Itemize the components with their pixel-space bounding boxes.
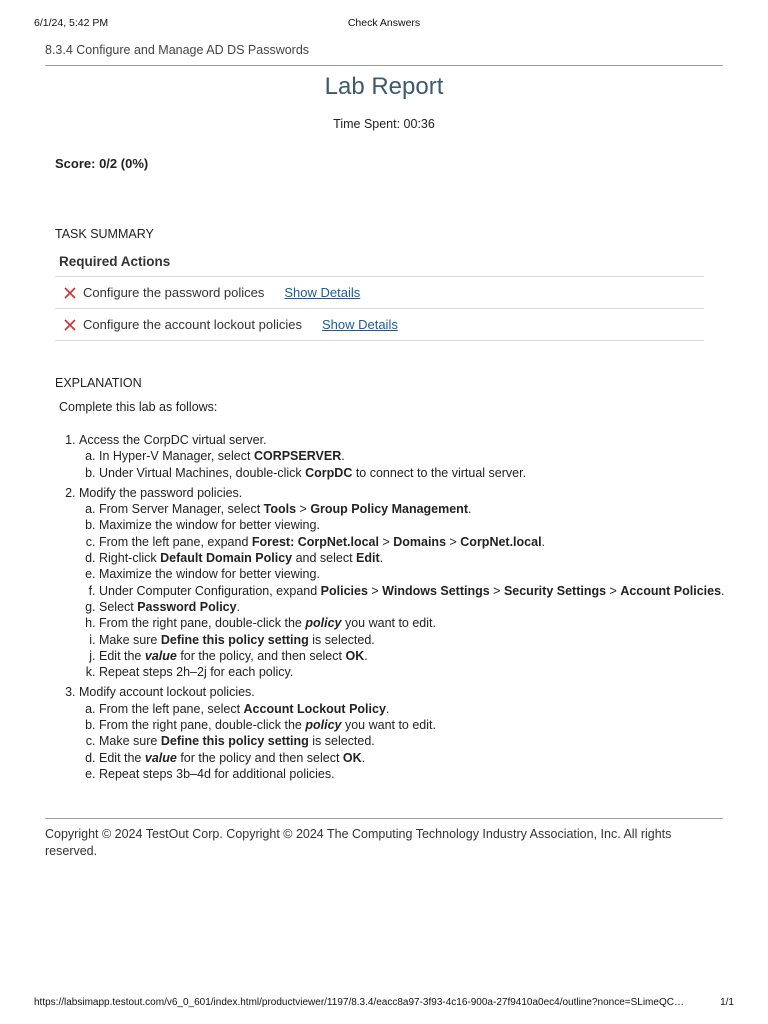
show-details-link[interactable]: Show Details xyxy=(284,285,361,300)
score: Score: 0/2 (0%) xyxy=(55,156,149,171)
substep-item: j. Edit the value for the policy, and then select OK. xyxy=(99,648,729,664)
substep-item: b. Under Virtual Machines, double-click CorpDC to connect to the virtual server. xyxy=(99,465,729,481)
fail-x-icon xyxy=(63,318,77,332)
action-row xyxy=(55,308,704,341)
print-date: 6/1/24, 5:42 PM xyxy=(34,17,109,29)
required-actions-list xyxy=(55,276,704,341)
substep-item: e. Maximize the window for better viewing. xyxy=(99,566,729,582)
step-text: Modify the password policies. xyxy=(79,485,243,500)
step-text: Modify account lockout policies. xyxy=(79,685,255,700)
substep-item: d. Right-click Default Domain Policy and select Edit. xyxy=(99,550,729,566)
step-item xyxy=(79,432,729,481)
show-details-link[interactable]: Show Details xyxy=(321,317,398,332)
substep-list xyxy=(79,448,729,481)
substep-item: a. From the left pane, select Account Lockout Policy. xyxy=(99,701,729,717)
substep-item: i. Make sure Define this policy setting is selected. xyxy=(99,632,729,648)
task-summary-heading: TASK SUMMARY xyxy=(55,227,154,241)
explanation-intro: Complete this lab as follows: xyxy=(59,400,218,414)
print-page-number: 1/1 xyxy=(720,997,734,1008)
action-label: Configure the account lockout policies xyxy=(83,317,302,332)
action-label: Configure the password polices xyxy=(83,285,265,300)
substep-item: k. Repeat steps 2h–2j for each policy. xyxy=(99,664,729,680)
required-actions-heading: Required Actions xyxy=(59,254,171,269)
substep-item: a. From Server Manager, select Tools > Group Policy Management. xyxy=(99,501,729,517)
footer-divider xyxy=(45,818,723,819)
print-url: https://labsimapp.testout.com/v6_0_601/index.html/productviewer/1197/8.3.4/eacc8a97-3f93-4c16-900a-27f9410a0ec4/outline?nonce=SLimeQC… xyxy=(34,997,684,1008)
substep-item: a. In Hyper-V Manager, select CORPSERVER. xyxy=(99,448,729,464)
substep-item: d. Edit the value for the policy and then select OK. xyxy=(99,750,729,766)
breadcrumb: 8.3.4 Configure and Manage AD DS Passwords xyxy=(45,43,310,57)
substep-item: b. Maximize the window for better viewing. xyxy=(99,517,729,533)
action-row xyxy=(55,276,704,308)
step-text: Access the CorpDC virtual server. xyxy=(79,433,267,447)
fail-x-icon xyxy=(63,286,77,300)
explanation-heading: EXPLANATION xyxy=(55,376,142,390)
substep-item: c. From the left pane, expand Forest: CorpNet.local > Domains > CorpNet.local. xyxy=(99,534,729,550)
step-item xyxy=(79,485,729,681)
step-item xyxy=(79,684,729,782)
substep-item: b. From the right pane, double-click the policy you want to edit. xyxy=(99,717,729,733)
print-header xyxy=(34,17,734,31)
explanation-steps xyxy=(59,432,729,786)
substep-list xyxy=(79,501,729,680)
copyright: Copyright © 2024 TestOut Corp. Copyright © 2024 The Computing Technology Industry Association, Inc. All rights reserved. xyxy=(45,827,672,858)
substep-item: h. From the right pane, double-click the policy you want to edit. xyxy=(99,615,729,631)
print-footer xyxy=(34,997,734,1011)
header-divider xyxy=(45,65,723,66)
print-page-title: Check Answers xyxy=(347,17,421,29)
substep-item: f. Under Computer Configuration, expand Policies > Windows Settings > Security Settings > Account Policies. xyxy=(99,583,729,599)
substep-item: c. Make sure Define this policy setting is selected. xyxy=(99,733,729,749)
substep-list xyxy=(79,701,729,782)
report-title: Lab Report xyxy=(324,73,444,100)
substep-item: e. Repeat steps 3b–4d for additional policies. xyxy=(99,766,729,782)
time-spent: Time Spent: 00:36 xyxy=(333,117,435,131)
substep-item: g. Select Password Policy. xyxy=(99,599,729,615)
